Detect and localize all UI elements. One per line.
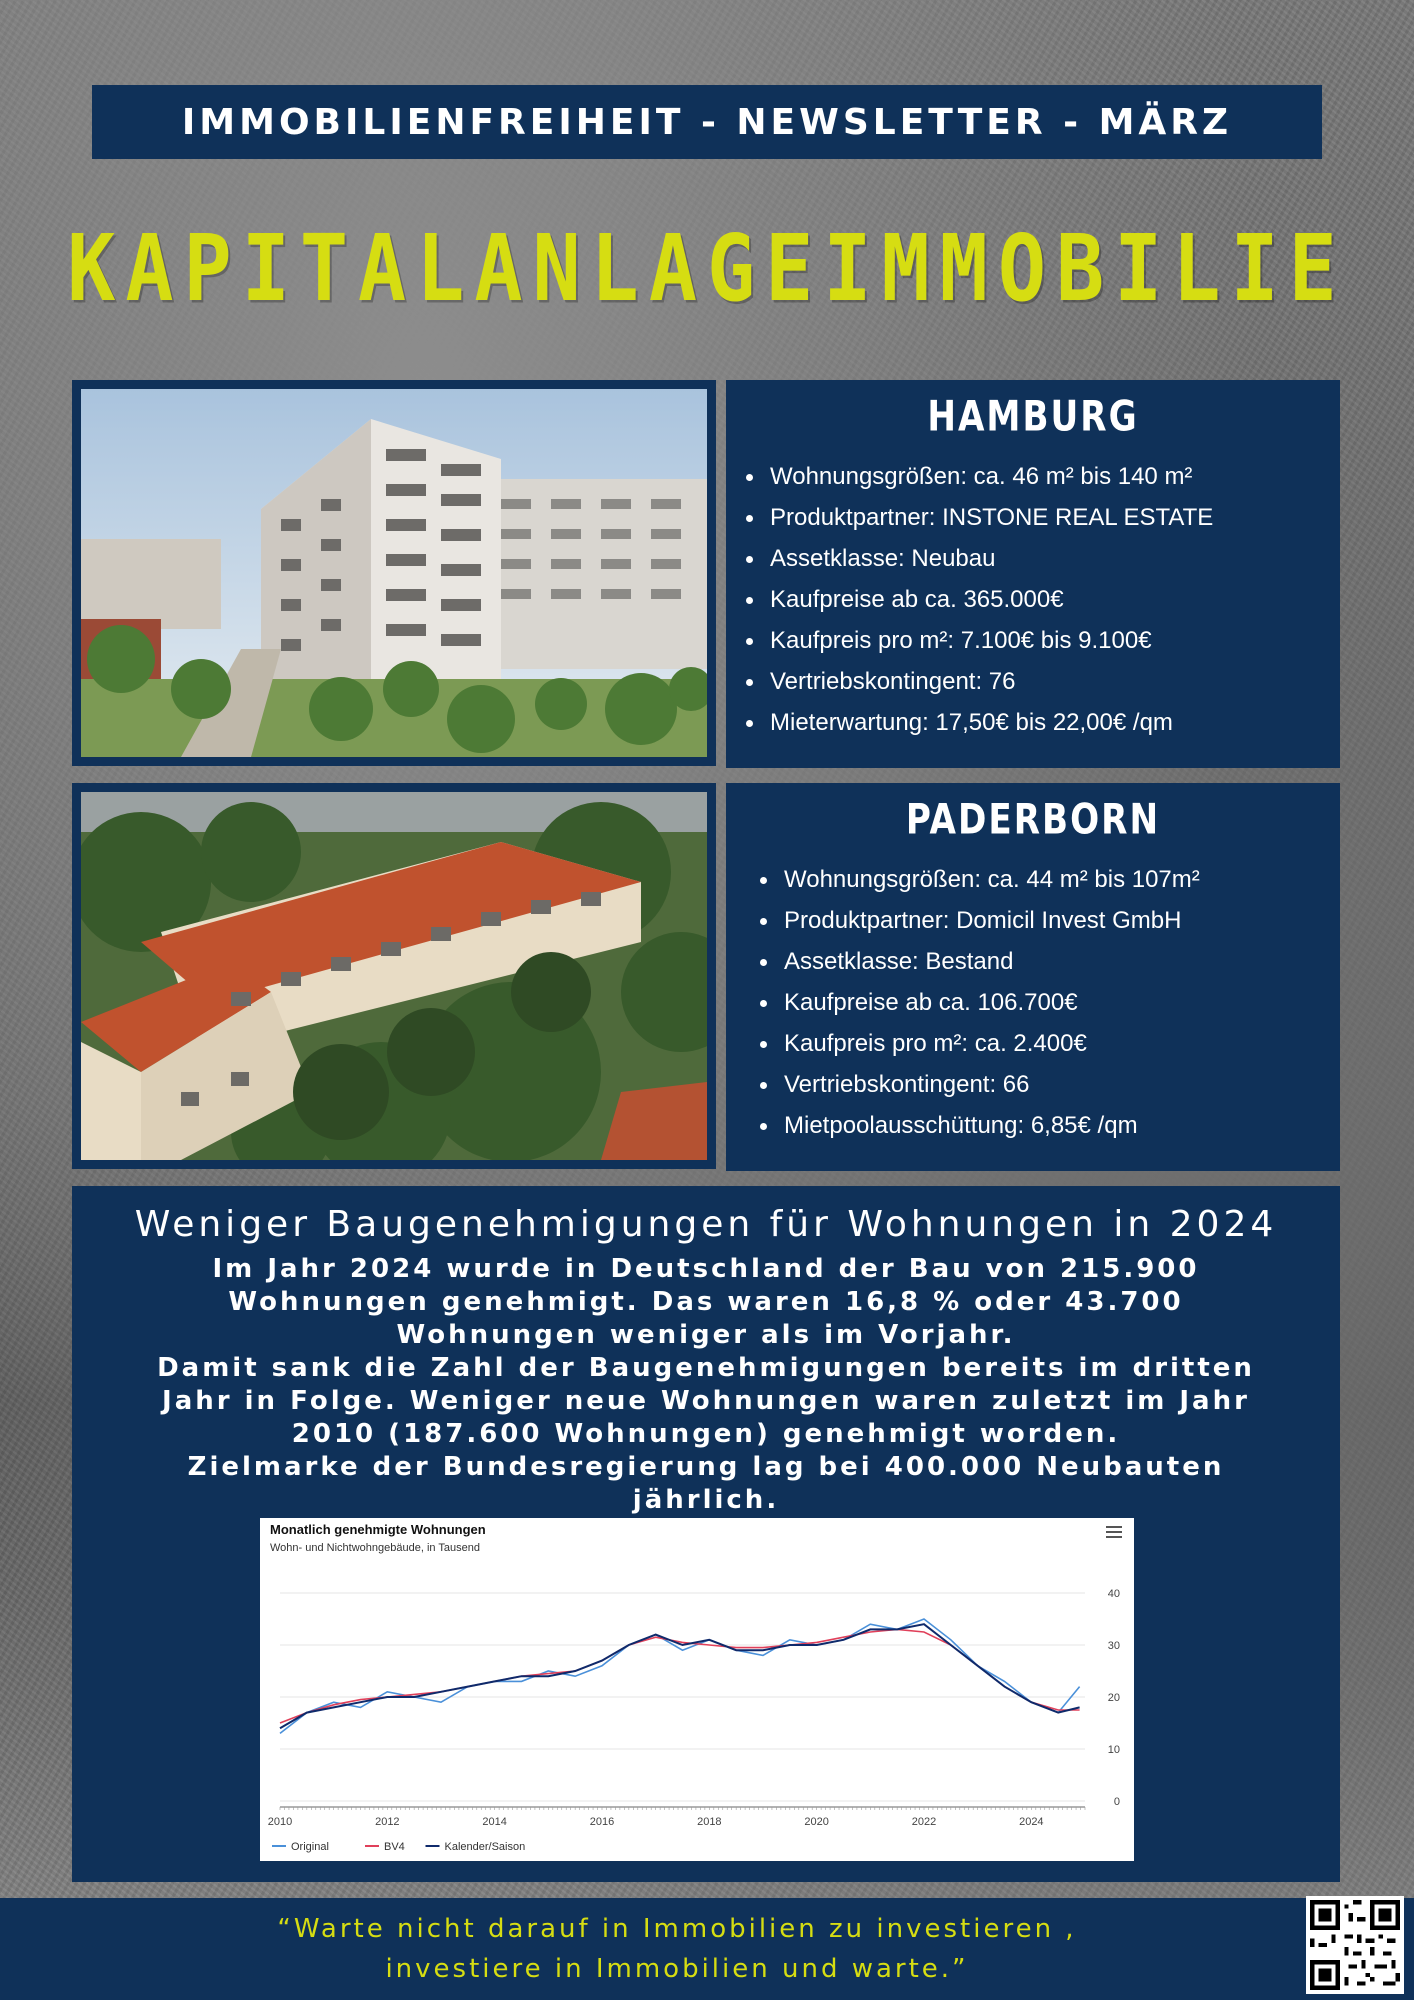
footer-quote-line2: investiere in Immobilien und warte.”	[385, 1954, 969, 1984]
paderborn-details-list	[740, 859, 1340, 1146]
paderborn-detail-price-per-sqm: Kaufpreis pro m²: ca. 2.400€	[740, 1023, 1340, 1064]
chart-x-tick-label: 2014	[482, 1816, 507, 1828]
chart-menu-icon[interactable]	[1106, 1526, 1122, 1538]
newsletter-banner	[92, 85, 1322, 159]
chart-card	[260, 1518, 1134, 1861]
paderborn-detail-contingent: Vertriebskontingent: 66	[740, 1064, 1340, 1105]
hamburg-photo	[81, 389, 707, 757]
article-paragraph: Zielmarke der Bundesregierung lag bei 400.000 Neubauten jährlich.	[187, 1452, 1225, 1515]
hamburg-detail-price-per-sqm: Kaufpreis pro m²: 7.100€ bis 9.100€	[726, 620, 1340, 661]
hamburg-detail-asset-class: Assetklasse: Neubau	[726, 538, 1340, 579]
qr-code[interactable]	[1306, 1896, 1404, 1994]
chart-series-line-1	[280, 1619, 1080, 1733]
chart-y-tick-label: 20	[1107, 1692, 1120, 1704]
chart-y-tick-label: 0	[1113, 1796, 1120, 1808]
hamburg-detail-prices-from: Kaufpreise ab ca. 365.000€	[726, 579, 1340, 620]
qr-code-icon	[1310, 1900, 1400, 1990]
chart-x-tick-label: 2018	[697, 1816, 722, 1828]
chart-y-tick-label: 30	[1107, 1640, 1120, 1652]
headline: KAPITALANLAGEIMMOBILIE	[67, 214, 1347, 322]
hamburg-info-box	[726, 380, 1340, 768]
hamburg-detail-partner: Produktpartner: INSTONE REAL ESTATE	[726, 497, 1340, 538]
newsletter-banner-text: IMMOBILIENFREIHEIT - NEWSLETTER - MÄRZ	[181, 101, 1233, 143]
article-paragraph: Damit sank die Zahl der Baugenehmigungen bereits im dritten Jahr in Folge. Weniger neue Wohnungen waren zuletzt im Jahr 2010 (187.600 Wohnungen) genehmigt worden.	[157, 1353, 1255, 1449]
paderborn-photo-frame	[72, 783, 716, 1169]
chart-y-tick-label: 40	[1107, 1588, 1120, 1600]
hamburg-detail-apartment-sizes: Wohnungsgrößen: ca. 46 m² bis 140 m²	[726, 456, 1340, 497]
chart-y-tick-label: 10	[1107, 1744, 1120, 1756]
chart-legend-label: Kalender/Saison	[444, 1841, 526, 1853]
article-body	[122, 1253, 1290, 1517]
paderborn-info-box	[726, 783, 1340, 1171]
paderborn-detail-apartment-sizes: Wohnungsgrößen: ca. 44 m² bis 107m²	[740, 859, 1340, 900]
hamburg-details-list	[726, 456, 1340, 743]
hamburg-detail-contingent: Vertriebskontingent: 76	[726, 661, 1340, 702]
paderborn-detail-rent-pool: Mietpoolausschüttung: 6,85€ /qm	[740, 1105, 1340, 1146]
paderborn-detail-partner: Produktpartner: Domicil Invest GmbH	[740, 900, 1340, 941]
chart-series-line-3	[280, 1624, 1080, 1728]
chart-x-tick-label: 2016	[589, 1816, 615, 1828]
chart-legend-label: Original	[291, 1841, 329, 1853]
paderborn-photo	[81, 792, 707, 1160]
chart-subtitle: Wohn- und Nichtwohngebäude, in Tausend	[270, 1542, 480, 1554]
paderborn-detail-asset-class: Assetklasse: Bestand	[740, 941, 1340, 982]
footer-quote-line1: “Warte nicht darauf in Immobilien zu investieren ,	[277, 1914, 1077, 1944]
chart-x-tick-label: 2024	[1019, 1816, 1044, 1828]
hamburg-title: HAMBURG	[927, 391, 1139, 441]
chart-x-tick-label: 2022	[911, 1816, 937, 1828]
paderborn-title: PADERBORN	[905, 794, 1161, 844]
hamburg-photo-frame	[72, 380, 716, 766]
paderborn-detail-prices-from: Kaufpreise ab ca. 106.700€	[740, 982, 1340, 1023]
article-title: Weniger Baugenehmigungen für Wohnungen in 2024	[134, 1204, 1278, 1245]
hamburg-detail-rent-expectation: Mieterwartung: 17,50€ bis 22,00€ /qm	[726, 702, 1340, 743]
chart-x-tick-label: 2012	[375, 1816, 400, 1828]
chart-title: Monatlich genehmigte Wohnungen	[270, 1522, 486, 1537]
article-paragraph: Im Jahr 2024 wurde in Deutschland der Bau von 215.900 Wohnungen genehmigt. Das waren 16,8 % oder 43.700 Wohnungen weniger als im Vorjahr.	[212, 1254, 1200, 1350]
chart-svg	[260, 1518, 1134, 1861]
footer	[0, 1898, 1414, 2000]
chart-legend-label: BV4	[384, 1841, 405, 1853]
chart-x-tick-label: 2020	[804, 1816, 829, 1828]
chart-x-tick-label: 2010	[267, 1816, 293, 1828]
